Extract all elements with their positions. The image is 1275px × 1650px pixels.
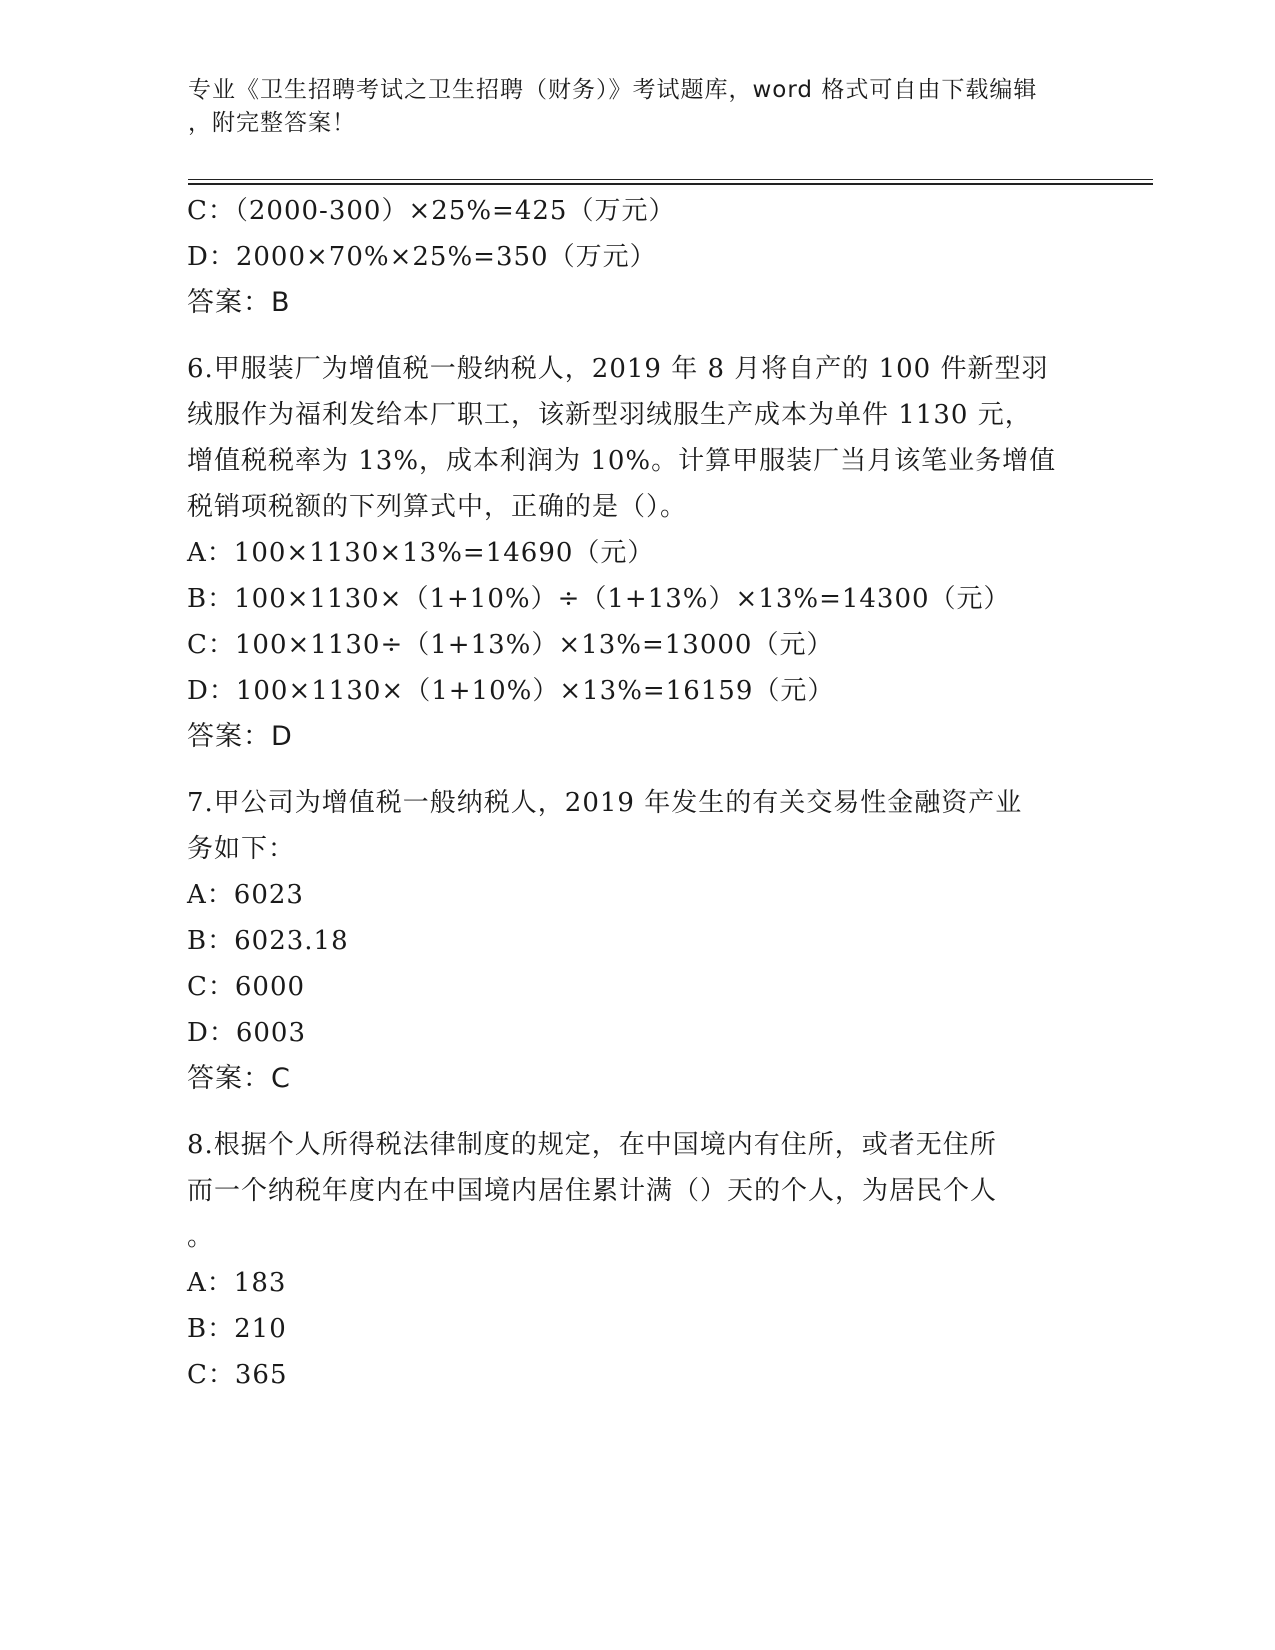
option-b: B：100×1130×（1+10%）÷（1+13%）×13%=14300（元） [187,584,1011,614]
option-c: C：365 [187,1360,288,1390]
question-7 [187,780,1087,1102]
header-divider-thick [188,183,1153,185]
previous-question-tail [187,188,1087,326]
question-text-line: 务如下： [187,834,296,864]
page-header [188,74,1068,140]
header-divider-thin [188,179,1153,180]
question-text-line: 6.甲服装厂为增值税一般纳税人，2019 年 8 月将自产的 100 件新型羽 [187,354,1049,384]
question-text-line: 而一个纳税年度内在中国境内居住累计满（）天的个人，为居民个人 [187,1176,998,1206]
header-line-1: 专业《卫生招聘考试之卫生招聘（财务）》考试题库，word 格式可自由下载编辑 [188,77,1038,103]
option-c: C：（2000-300）×25%=425（万元） [187,196,676,226]
option-c: C：6000 [187,972,306,1002]
option-d: D：100×1130×（1+10%）×13%=16159（元） [187,676,835,706]
option-a: A：100×1130×13%=14690（元） [187,538,655,568]
option-b: B：6023.18 [187,926,349,956]
option-a: A：6023 [187,880,304,910]
question-6 [187,346,1087,760]
question-8 [187,1122,1087,1398]
option-d: D：6003 [187,1018,307,1048]
option-b: B：210 [187,1314,287,1344]
answer-line: 答案：D [187,721,293,752]
question-text-line: 增值税税率为 13%，成本利润为 10%。计算甲服装厂当月该笔业务增值 [187,446,1057,476]
question-text-line: 8.根据个人所得税法律制度的规定，在中国境内有住所，或者无住所 [187,1130,997,1160]
question-text-line: 。 [187,1222,215,1252]
option-d: D：2000×70%×25%=350（万元） [187,242,657,272]
question-text-line: 7.甲公司为增值税一般纳税人，2019 年发生的有关交易性金融资产业 [187,788,1023,818]
question-text-line: 税销项税额的下列算式中，正确的是（）。 [187,492,688,522]
answer-line: 答案：B [187,287,291,318]
header-line-2: ，附完整答案！ [188,110,356,136]
option-c: C：100×1130÷（1+13%）×13%=13000（元） [187,630,834,660]
option-a: A：183 [187,1268,287,1298]
question-text-line: 绒服作为福利发给本厂职工，该新型羽绒服生产成本为单件 1130 元， [187,400,1032,430]
answer-line: 答案：C [187,1063,291,1094]
question-content [187,188,1087,1398]
